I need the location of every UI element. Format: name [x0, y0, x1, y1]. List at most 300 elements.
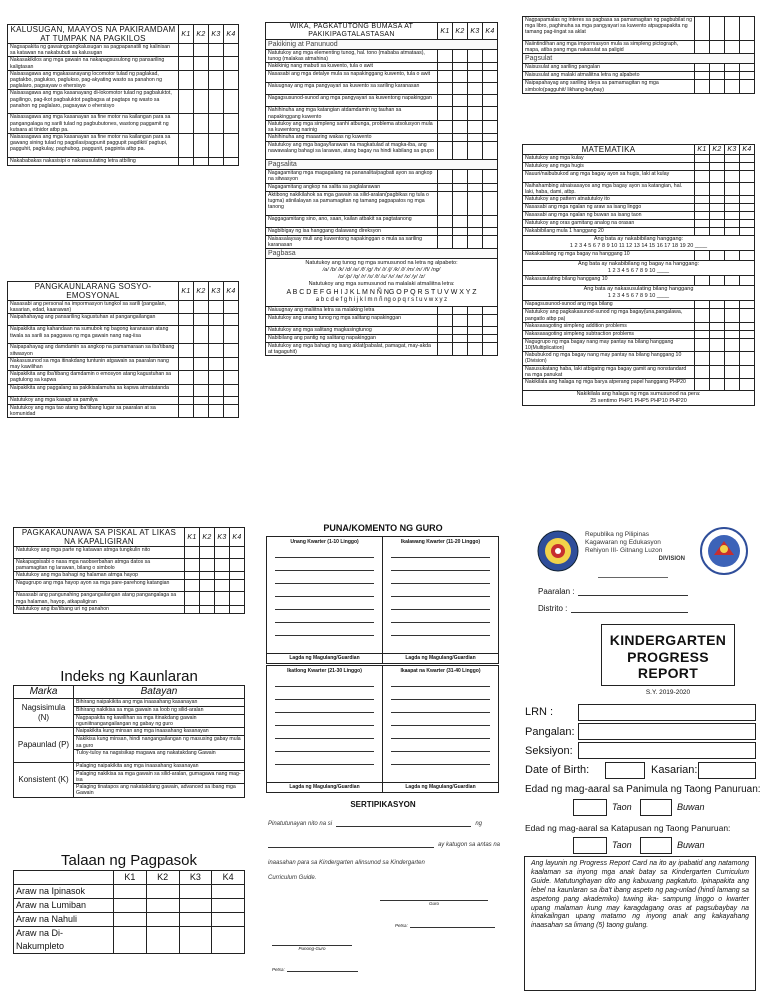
rating-cell-k2[interactable]	[200, 605, 215, 613]
rating-cell-k3[interactable]	[209, 301, 224, 314]
rating-cell-k1[interactable]	[438, 307, 453, 315]
komento-top	[266, 536, 499, 664]
rating-cell-k3[interactable]	[468, 83, 483, 95]
rating-cell-k4[interactable]	[740, 204, 755, 212]
rating-cell-k1[interactable]	[438, 183, 453, 191]
rating-cell-k1[interactable]	[695, 80, 710, 93]
attendance-cell-k1[interactable]	[114, 899, 147, 913]
rating-cell-k3[interactable]	[209, 396, 224, 404]
rating-cell-k4[interactable]	[740, 352, 755, 365]
rating-cell-k3[interactable]	[725, 163, 740, 171]
punong-date-label: Petsa:	[272, 967, 285, 972]
rating-cell-k3[interactable]	[209, 70, 224, 90]
rating-cell-k1[interactable]	[179, 314, 194, 326]
rating-cell-k1[interactable]	[179, 44, 194, 57]
rating-cell-k2[interactable]	[710, 301, 725, 309]
lrn-input[interactable]	[578, 704, 756, 721]
rating-cell-k2[interactable]	[194, 314, 209, 326]
guro-signature[interactable]: Guro	[380, 900, 488, 906]
rating-cell-k1[interactable]	[438, 315, 453, 327]
competency-text: Naipakikita ang iba'tibang damdamin o emosyon atang kagustuhan sa pagtulong sa kapwa	[8, 371, 179, 384]
rating-cell-k3[interactable]	[468, 315, 483, 327]
rating-cell-k2[interactable]	[710, 212, 725, 220]
rating-cell-k4[interactable]	[740, 196, 755, 204]
rating-cell-k4[interactable]	[740, 17, 755, 41]
rating-cell-k2[interactable]	[453, 227, 468, 235]
rating-cell-k1[interactable]	[695, 41, 710, 54]
rating-cell-k3[interactable]	[725, 17, 740, 41]
rating-cell-k1[interactable]	[179, 384, 194, 396]
rating-cell-k1[interactable]	[695, 196, 710, 204]
rating-cell-k1[interactable]	[438, 120, 453, 133]
dob-input[interactable]	[605, 762, 645, 779]
rating-cell-k4[interactable]	[224, 114, 239, 134]
rating-cell-k2[interactable]	[710, 338, 725, 351]
kasarian-input[interactable]	[698, 762, 756, 779]
rating-cell-k4[interactable]	[483, 183, 498, 191]
pangalan-input[interactable]	[578, 723, 756, 740]
rating-cell-k4[interactable]	[483, 343, 498, 356]
rating-cell-k1[interactable]	[695, 301, 710, 309]
rating-cell-k1[interactable]	[695, 64, 710, 72]
guardian-signature-q2[interactable]: Lagda ng Magulang/Guardian	[383, 653, 498, 661]
rating-cell-k1[interactable]	[695, 183, 710, 196]
rating-cell-k4[interactable]	[224, 404, 239, 417]
rating-cell-k3[interactable]	[468, 120, 483, 133]
competency-text: Natutukoy ang oras gamitang analog na orasan	[523, 220, 695, 228]
attendance-cell-k3[interactable]	[179, 913, 212, 927]
rating-cell-k2[interactable]	[194, 44, 209, 57]
rating-cell-k1[interactable]	[179, 301, 194, 314]
guro-date[interactable]	[395, 923, 495, 928]
rating-cell-k4[interactable]	[230, 572, 245, 580]
attendance-cell-k1[interactable]	[114, 885, 147, 899]
guardian-signature-q3[interactable]: Lagda ng Magulang/Guardian	[267, 782, 382, 790]
rating-cell-k4[interactable]	[483, 191, 498, 215]
rating-cell-k2[interactable]	[453, 215, 468, 227]
rating-cell-k4[interactable]	[483, 335, 498, 343]
rating-cell-k3[interactable]	[468, 71, 483, 83]
rating-cell-k1[interactable]	[695, 228, 710, 236]
rating-cell-k3[interactable]	[468, 191, 483, 215]
rating-cell-k3[interactable]	[725, 322, 740, 330]
rating-cell-k2[interactable]	[194, 326, 209, 344]
rating-cell-k1[interactable]	[179, 326, 194, 344]
rating-cell-k2[interactable]	[710, 155, 725, 163]
rating-cell-k4[interactable]	[483, 83, 498, 95]
rating-cell-k1[interactable]	[695, 322, 710, 330]
guardian-signature-q4[interactable]: Lagda ng Magulang/Guardian	[383, 782, 498, 790]
rating-cell-k3[interactable]	[209, 114, 224, 134]
rating-cell-k2[interactable]	[200, 559, 215, 572]
punong-guro-signature[interactable]: Punong-Guro	[272, 945, 352, 951]
rating-cell-k3[interactable]	[215, 592, 230, 605]
rating-cell-k4[interactable]	[483, 170, 498, 183]
rating-cell-k4[interactable]	[230, 592, 245, 605]
rating-cell-k3[interactable]	[725, 338, 740, 351]
rating-cell-k4[interactable]	[483, 227, 498, 235]
rating-cell-k3[interactable]	[468, 63, 483, 71]
rating-cell-k4[interactable]	[740, 322, 755, 330]
rating-cell-k4[interactable]	[230, 580, 245, 592]
rating-cell-k2[interactable]	[194, 57, 209, 70]
rating-cell-k1[interactable]	[185, 559, 200, 572]
rating-cell-k3[interactable]	[725, 41, 740, 54]
rating-cell-k3[interactable]	[209, 404, 224, 417]
rating-cell-k3[interactable]	[468, 327, 483, 335]
rating-cell-k2[interactable]	[710, 41, 725, 54]
rating-cell-k2[interactable]	[194, 357, 209, 370]
rating-cell-k3[interactable]	[725, 204, 740, 212]
rating-cell-k3[interactable]	[215, 572, 230, 580]
rating-cell-k2[interactable]	[453, 107, 468, 120]
rating-cell-k4[interactable]	[483, 50, 498, 63]
rating-cell-k1[interactable]	[185, 580, 200, 592]
rating-cell-k2[interactable]	[453, 183, 468, 191]
rating-cell-k1[interactable]	[438, 327, 453, 335]
rating-cell-k3[interactable]	[725, 352, 740, 365]
rating-cell-k3[interactable]	[468, 95, 483, 107]
rating-cell-k3[interactable]	[725, 379, 740, 391]
rating-cell-k2[interactable]	[453, 50, 468, 63]
rating-cell-k2[interactable]	[710, 322, 725, 330]
rating-cell-k2[interactable]	[453, 134, 468, 142]
rating-cell-k2[interactable]	[453, 63, 468, 71]
rating-cell-k4[interactable]	[483, 120, 498, 133]
rating-cell-k3[interactable]	[725, 309, 740, 322]
distrito-field[interactable]	[538, 604, 688, 613]
rating-cell-k4[interactable]	[224, 44, 239, 57]
rating-cell-k2[interactable]	[194, 371, 209, 384]
rating-cell-k4[interactable]	[224, 371, 239, 384]
rating-cell-k1[interactable]	[185, 547, 200, 559]
rating-cell-k4[interactable]	[740, 301, 755, 309]
rating-cell-k3[interactable]	[468, 170, 483, 183]
rating-cell-k4[interactable]	[740, 338, 755, 351]
rating-cell-k2[interactable]	[453, 235, 468, 248]
rating-cell-k4[interactable]	[483, 134, 498, 142]
rating-cell-k2[interactable]	[710, 183, 725, 196]
attendance-cell-k2[interactable]	[146, 913, 179, 927]
rating-cell-k3[interactable]	[209, 44, 224, 57]
rating-cell-k2[interactable]	[710, 171, 725, 183]
rating-cell-k3[interactable]	[209, 384, 224, 396]
rating-cell-k4[interactable]	[224, 396, 239, 404]
rating-cell-k2[interactable]	[194, 90, 209, 114]
rating-cell-k4[interactable]	[740, 171, 755, 183]
rating-cell-k2[interactable]	[194, 114, 209, 134]
rating-cell-k2[interactable]	[710, 204, 725, 212]
rating-cell-k4[interactable]	[224, 57, 239, 70]
rating-cell-k1[interactable]	[438, 107, 453, 120]
punong-guro-date[interactable]	[272, 967, 358, 972]
rating-cell-k1[interactable]	[695, 212, 710, 220]
rating-cell-k1[interactable]	[179, 396, 194, 404]
rating-cell-k3[interactable]	[209, 90, 224, 114]
rating-cell-k1[interactable]	[695, 155, 710, 163]
rating-cell-k3[interactable]	[468, 335, 483, 343]
rating-cell-k1[interactable]	[695, 171, 710, 183]
rating-cell-k1[interactable]	[695, 365, 710, 378]
rating-cell-k1[interactable]	[185, 572, 200, 580]
rating-cell-k1[interactable]	[179, 134, 194, 158]
rating-cell-k4[interactable]	[740, 228, 755, 236]
rating-cell-k1[interactable]	[179, 344, 194, 357]
rating-cell-k2[interactable]	[453, 335, 468, 343]
rating-cell-k3[interactable]	[215, 547, 230, 559]
rating-cell-k1[interactable]	[695, 309, 710, 322]
rating-cell-k1[interactable]	[438, 235, 453, 248]
rating-cell-k2[interactable]	[710, 228, 725, 236]
rating-cell-k3[interactable]	[725, 220, 740, 228]
quarter-4-label: Ikaapat na Kwarter (31-40 Linggo)	[400, 668, 481, 674]
rating-cell-k1[interactable]	[438, 95, 453, 107]
rating-cell-k1[interactable]	[695, 338, 710, 351]
rating-cell-k2[interactable]	[453, 315, 468, 327]
rating-cell-k2[interactable]	[710, 64, 725, 72]
buwan-katapusan-input[interactable]	[640, 837, 672, 854]
rating-cell-k4[interactable]	[224, 90, 239, 114]
rating-cell-k3[interactable]	[725, 228, 740, 236]
rating-cell-k1[interactable]	[438, 191, 453, 215]
guardian-signature-q1[interactable]: Lagda ng Magulang/Guardian	[267, 653, 382, 661]
rating-cell-k3[interactable]	[725, 72, 740, 80]
rating-cell-k3[interactable]	[209, 158, 224, 166]
rating-cell-k1[interactable]	[438, 50, 453, 63]
rating-cell-k4[interactable]	[740, 155, 755, 163]
attendance-cell-k4[interactable]	[212, 913, 245, 927]
rating-cell-k3[interactable]	[468, 50, 483, 63]
rating-cell-k4[interactable]	[740, 379, 755, 391]
rating-cell-k2[interactable]	[200, 592, 215, 605]
rating-cell-k3[interactable]	[468, 142, 483, 160]
rating-cell-k4[interactable]	[740, 163, 755, 171]
attendance-cell-k4[interactable]	[212, 927, 245, 954]
rating-cell-k4[interactable]	[483, 63, 498, 71]
rating-cell-k4[interactable]	[483, 95, 498, 107]
rating-cell-k3[interactable]	[725, 64, 740, 72]
rating-cell-k4[interactable]	[740, 330, 755, 338]
rating-cell-k4[interactable]	[224, 357, 239, 370]
rating-cell-k3[interactable]	[209, 371, 224, 384]
rating-cell-k2[interactable]	[194, 384, 209, 396]
rating-cell-k1[interactable]	[438, 215, 453, 227]
attendance-cell-k1[interactable]	[114, 913, 147, 927]
rating-cell-k4[interactable]	[483, 107, 498, 120]
rating-cell-k1[interactable]	[438, 170, 453, 183]
rating-cell-k3[interactable]	[468, 307, 483, 315]
rating-cell-k4[interactable]	[740, 80, 755, 93]
rating-cell-k2[interactable]	[194, 301, 209, 314]
rating-cell-k4[interactable]	[483, 142, 498, 160]
rating-cell-k4[interactable]	[224, 70, 239, 90]
rating-cell-k3[interactable]	[209, 344, 224, 357]
paaralan-field[interactable]	[538, 587, 688, 596]
rating-cell-k2[interactable]	[710, 17, 725, 41]
rating-cell-k4[interactable]	[740, 212, 755, 220]
attendance-cell-k4[interactable]	[212, 885, 245, 899]
rating-cell-k2[interactable]	[200, 572, 215, 580]
rating-cell-k1[interactable]	[438, 134, 453, 142]
rating-cell-k1[interactable]	[438, 335, 453, 343]
rating-cell-k1[interactable]	[438, 71, 453, 83]
attendance-cell-k4[interactable]	[212, 899, 245, 913]
attendance-cell-k2[interactable]	[146, 899, 179, 913]
rating-cell-k3[interactable]	[209, 314, 224, 326]
rating-cell-k3[interactable]	[215, 559, 230, 572]
rating-cell-k3[interactable]	[725, 301, 740, 309]
taon-katapusan-input[interactable]	[573, 837, 607, 854]
rating-cell-k3[interactable]	[725, 196, 740, 204]
rating-cell-k1[interactable]	[695, 352, 710, 365]
rating-cell-k4[interactable]	[224, 314, 239, 326]
rating-cell-k4[interactable]	[230, 547, 245, 559]
rating-cell-k2[interactable]	[453, 343, 468, 356]
rating-cell-k2[interactable]	[710, 330, 725, 338]
rating-cell-k2[interactable]	[453, 191, 468, 215]
rating-cell-k3[interactable]	[215, 580, 230, 592]
rating-cell-k2[interactable]	[194, 344, 209, 357]
rating-cell-k3[interactable]	[725, 212, 740, 220]
rating-cell-k1[interactable]	[179, 404, 194, 417]
rating-cell-k1[interactable]	[695, 330, 710, 338]
rating-cell-k4[interactable]	[483, 315, 498, 327]
rating-cell-k3[interactable]	[468, 134, 483, 142]
rating-cell-k2[interactable]	[710, 80, 725, 93]
rating-cell-k1[interactable]	[179, 57, 194, 70]
rating-cell-k2[interactable]	[453, 71, 468, 83]
rating-cell-k4[interactable]	[483, 307, 498, 315]
rating-cell-k1[interactable]	[695, 204, 710, 212]
taon-panimula-input[interactable]	[573, 799, 607, 816]
rating-cell-k4[interactable]	[224, 344, 239, 357]
rating-cell-k2[interactable]	[710, 163, 725, 171]
rating-cell-k1[interactable]	[695, 379, 710, 391]
rating-cell-k2[interactable]	[710, 309, 725, 322]
rating-cell-k1[interactable]	[179, 371, 194, 384]
rating-cell-k3[interactable]	[725, 183, 740, 196]
student-name-line[interactable]	[336, 820, 471, 827]
buwan-panimula-input[interactable]	[640, 799, 672, 816]
rating-cell-k2[interactable]	[453, 120, 468, 133]
rating-cell-k1[interactable]	[185, 605, 200, 613]
rating-cell-k1[interactable]	[438, 142, 453, 160]
rating-cell-k4[interactable]	[740, 309, 755, 322]
rating-cell-k3[interactable]	[725, 330, 740, 338]
attendance-cell-k3[interactable]	[179, 885, 212, 899]
rating-cell-k1[interactable]	[695, 220, 710, 228]
rating-cell-k3[interactable]	[725, 155, 740, 163]
rating-cell-k4[interactable]	[483, 327, 498, 335]
rating-cell-k2[interactable]	[710, 196, 725, 204]
rating-cell-k2[interactable]	[453, 83, 468, 95]
rating-cell-k2[interactable]	[453, 142, 468, 160]
rating-cell-k1[interactable]	[695, 17, 710, 41]
indeks-batayan: Nakikisa kung minsan, hindi nangangailangan ng masusing gabay mula sa guro	[74, 736, 245, 749]
rating-cell-k2[interactable]	[710, 365, 725, 378]
rating-cell-k3[interactable]	[209, 57, 224, 70]
rating-cell-k1[interactable]	[695, 72, 710, 80]
attendance-cell-k3[interactable]	[179, 927, 212, 954]
rating-cell-k3[interactable]	[725, 365, 740, 378]
rating-cell-k3[interactable]	[468, 235, 483, 248]
rating-cell-k1[interactable]	[179, 357, 194, 370]
rating-cell-k3[interactable]	[468, 215, 483, 227]
rating-cell-k4[interactable]	[224, 134, 239, 158]
attendance-cell-k2[interactable]	[146, 927, 179, 954]
rating-cell-k2[interactable]	[194, 70, 209, 90]
rating-cell-k3[interactable]	[209, 326, 224, 344]
rating-cell-k4[interactable]	[224, 158, 239, 166]
rating-cell-k4[interactable]	[230, 605, 245, 613]
attendance-cell-k1[interactable]	[114, 927, 147, 954]
rating-cell-k4[interactable]	[483, 235, 498, 248]
rating-cell-k4[interactable]	[740, 64, 755, 72]
rating-cell-k4[interactable]	[740, 41, 755, 54]
attendance-cell-k3[interactable]	[179, 899, 212, 913]
rating-cell-k1[interactable]	[185, 592, 200, 605]
rating-cell-k4[interactable]	[740, 183, 755, 196]
rating-cell-k4[interactable]	[224, 326, 239, 344]
rating-cell-k3[interactable]	[468, 227, 483, 235]
rating-cell-k2[interactable]	[710, 220, 725, 228]
rating-cell-k1[interactable]	[695, 163, 710, 171]
attendance-cell-k2[interactable]	[146, 885, 179, 899]
rating-cell-k1[interactable]	[438, 343, 453, 356]
rating-cell-k4[interactable]	[224, 384, 239, 396]
rating-cell-k3[interactable]	[725, 80, 740, 93]
rating-cell-k1[interactable]	[438, 63, 453, 71]
rating-cell-k2[interactable]	[453, 327, 468, 335]
rating-cell-k2[interactable]	[194, 404, 209, 417]
rating-cell-k4[interactable]	[740, 220, 755, 228]
rating-cell-k1[interactable]	[179, 114, 194, 134]
rating-cell-k1[interactable]	[179, 70, 194, 90]
rating-cell-k4[interactable]	[740, 72, 755, 80]
rating-cell-k2[interactable]	[200, 580, 215, 592]
rating-cell-k4[interactable]	[230, 559, 245, 572]
rating-cell-k1[interactable]	[179, 158, 194, 166]
rating-cell-k2[interactable]	[710, 72, 725, 80]
rating-cell-k4[interactable]	[483, 71, 498, 83]
rating-cell-k2[interactable]	[453, 95, 468, 107]
rating-cell-k2[interactable]	[200, 547, 215, 559]
rating-cell-k3[interactable]	[468, 343, 483, 356]
rating-cell-k3[interactable]	[215, 605, 230, 613]
rating-cell-k3[interactable]	[209, 134, 224, 158]
rating-cell-k1[interactable]	[438, 227, 453, 235]
rating-cell-k2[interactable]	[194, 396, 209, 404]
rating-cell-k3[interactable]	[468, 183, 483, 191]
rating-cell-k4[interactable]	[740, 365, 755, 378]
rating-cell-k2[interactable]	[453, 307, 468, 315]
seksiyon-input[interactable]	[578, 742, 756, 759]
rating-cell-k3[interactable]	[468, 107, 483, 120]
rating-cell-k1[interactable]	[438, 83, 453, 95]
rating-cell-k1[interactable]	[179, 90, 194, 114]
rating-cell-k2[interactable]	[194, 134, 209, 158]
rating-cell-k2[interactable]	[710, 379, 725, 391]
rating-cell-k2[interactable]	[710, 352, 725, 365]
rating-cell-k3[interactable]	[209, 357, 224, 370]
rating-cell-k2[interactable]	[194, 158, 209, 166]
rating-cell-k4[interactable]	[224, 301, 239, 314]
level-line[interactable]	[268, 841, 434, 848]
rating-cell-k3[interactable]	[725, 171, 740, 183]
rating-cell-k2[interactable]	[453, 170, 468, 183]
rating-cell-k4[interactable]	[483, 215, 498, 227]
uppercase-letters: A B C D E F G H I J K L M N Ñ NG O P Q R S T U V W X Y Z	[286, 289, 477, 297]
